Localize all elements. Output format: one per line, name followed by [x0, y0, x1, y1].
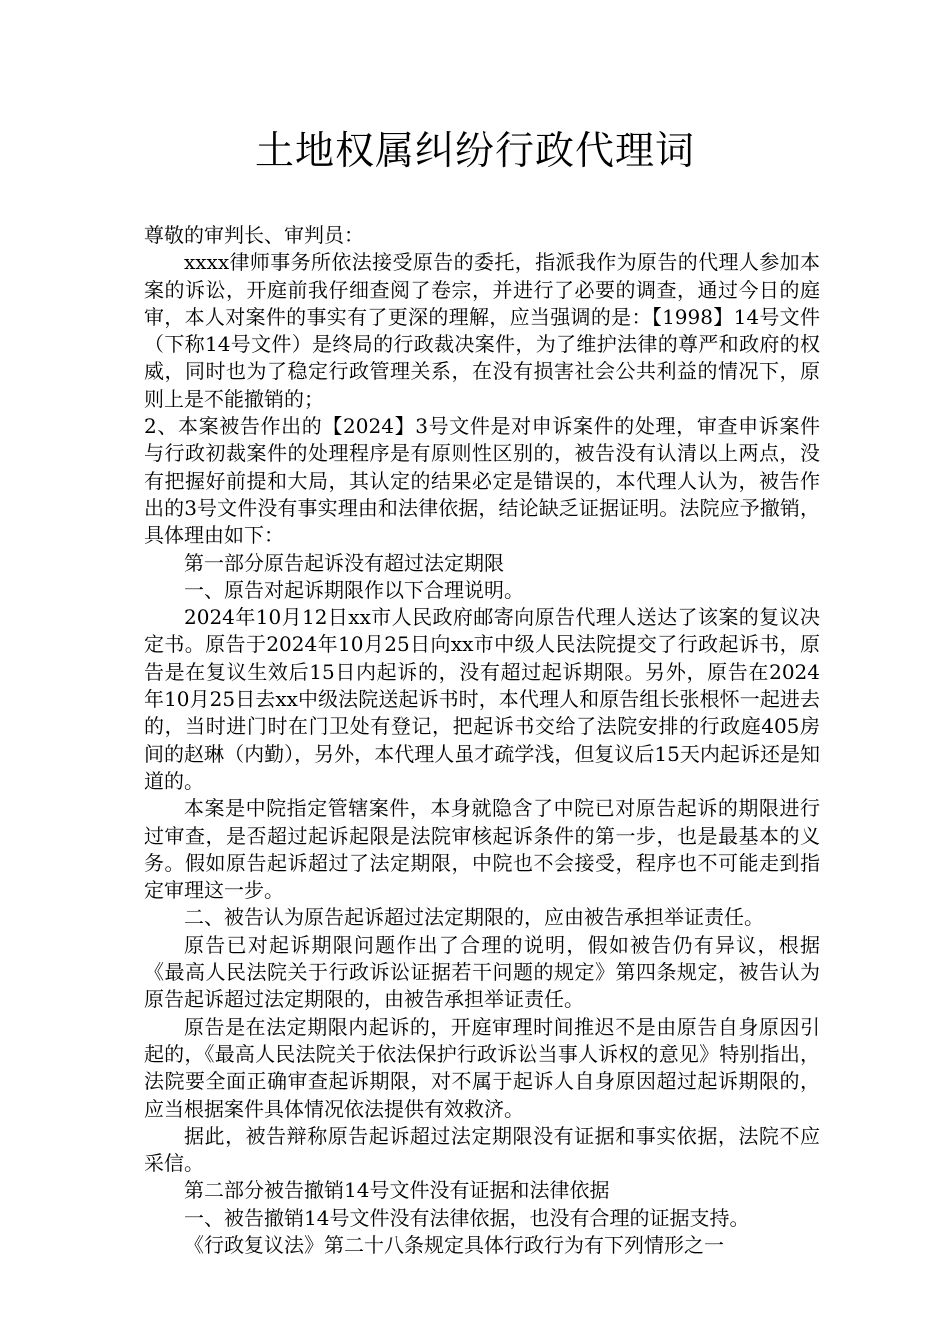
body-paragraph: 一、原告对起诉期限作以下合理说明。	[184, 577, 524, 602]
body-paragraph: 尊敬的审判长、审判员：	[144, 223, 364, 247]
body-paragraph: 原告是在法定期限内起诉的，开庭审理时间推迟不是由原告自身原因引起的，《最高人民法院关于依法保护行政诉讼当事人诉权的意见》特别指出，法院要全面正确审查起诉期限，对不属于起诉人自身原因超过起诉期限的，应当根据案件具体情况依法提供有效救济。	[144, 1014, 820, 1121]
body-paragraph: 第一部分原告起诉没有超过法定期限	[184, 550, 504, 575]
body-paragraph: 第二部分被告撤销14号文件没有证据和法律依据	[184, 1178, 610, 1203]
body-paragraph: 一、被告撤销14号文件没有法律依据，也没有合理的证据支持。	[184, 1205, 750, 1230]
body-paragraph: xxxx律师事务所依法接受原告的委托，指派我作为原告的代理人参加本案的诉讼，开庭前我仔细查阅了卷宗，并进行了必要的调查，通过今日的庭审，本人对案件的事实有了更深的理解，应当强调的是：【1998】14号文件（下称14号文件）是终局的行政裁决案件，为了维护法律的尊严和政府的权威，同时也为了稳定行政管理关系，在没有损害社会公共利益的情况下，原则上是不能撤销的；	[144, 250, 820, 411]
body-paragraph: 二、被告认为原告起诉超过法定期限的，应由被告承担举证责任。	[184, 905, 764, 930]
body-paragraph: 原告已对起诉期限问题作出了合理的说明，假如被告仍有异议，根据《最高人民法院关于行政诉讼证据若干问题的规定》第四条规定，被告认为原告起诉超过法定期限的，由被告承担举证责任。	[144, 932, 820, 1012]
body-paragraph: 《行政复议法》第二十八条规定具体行政行为有下列情形之一	[184, 1232, 724, 1257]
body-paragraph: 2、本案被告作出的【2024】3号文件是对申诉案件的处理，审查申诉案件与行政初裁案件的处理程序是有原则性区别的，被告没有认清以上两点，没有把握好前提和大局，其认定的结果必定是错误的，本代理人认为，被告作出的3号文件没有事实理由和法律依据，结论缺乏证据证明。法院应予撤销，具体理由如下：	[144, 414, 820, 548]
document-title: 土地权属纠纷行政代理词	[254, 129, 695, 174]
body-paragraph: 本案是中院指定管辖案件，本身就隐含了中院已对原告起诉的期限进行过审查，是否超过起诉起限是法院审核起诉条件的第一步，也是最基本的义务。假如原告起诉超过了法定期限，中院也不会接受，程序也不可能走到指定审理这一步。	[144, 796, 820, 903]
body-paragraph: 2024年10月12日xx市人民政府邮寄向原告代理人送达了该案的复议决定书。原告于2024年10月25日向xx市中级人民法院提交了行政起诉书，原告是在复议生效后15日内起诉的，没有超过起诉期限。另外，原告在2024年10月25日去xx中级法院送起诉书时，本代理人和原告组长张根怀一起进去的，当时进门时在门卫处有登记，把起诉书交给了法院安排的行政庭405房间的赵琳（内勤），另外，本代理人虽才疏学浅，但复议后15天内起诉还是知道的。	[144, 605, 820, 793]
document-body	[144, 222, 820, 1259]
body-paragraph: 据此，被告辩称原告起诉超过法定期限没有证据和事实依据，法院不应采信。	[144, 1123, 820, 1176]
